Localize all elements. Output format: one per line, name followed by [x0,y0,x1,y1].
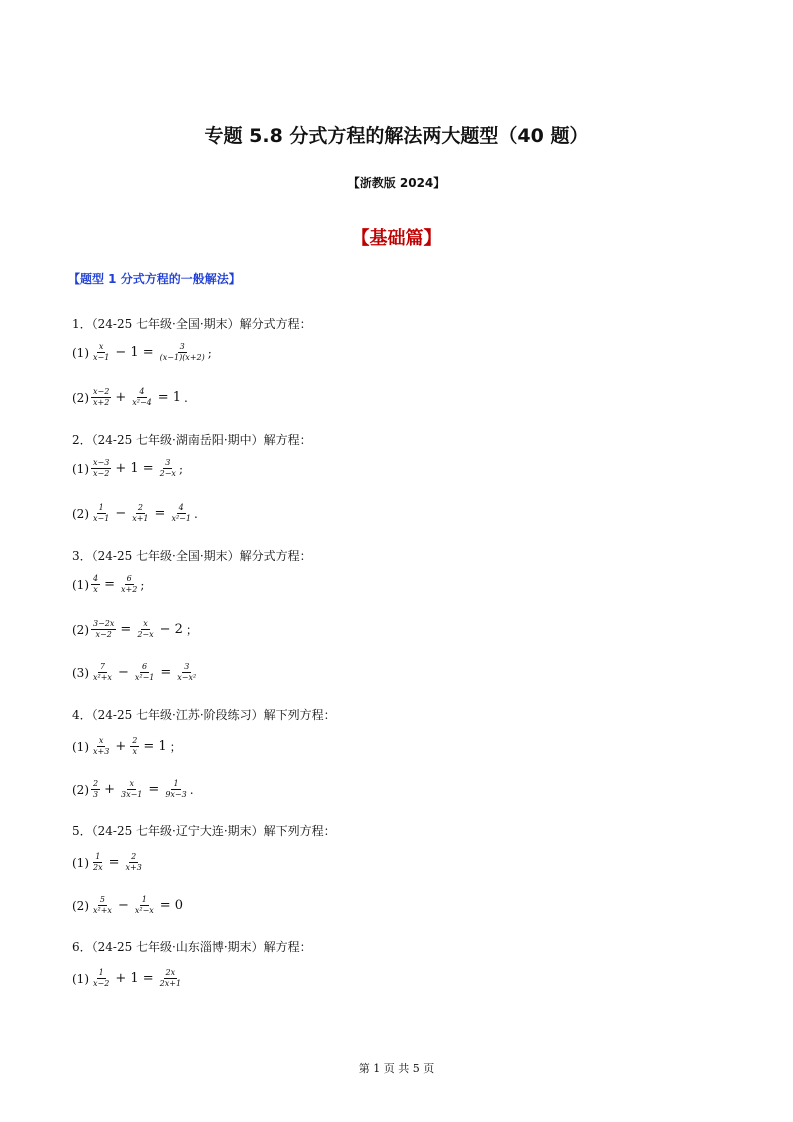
denominator: x−1 [93,514,110,523]
fraction [91,779,100,800]
fraction [119,779,144,800]
denominator: 9x−3 [165,790,187,799]
numerator: 4 [93,574,99,583]
operator: + [115,739,127,754]
denominator: x+1 [132,514,149,523]
equation [72,968,184,989]
numerator: 3−2x [93,619,115,628]
part-label: (2) [72,390,89,405]
denominator: x−2 [93,979,110,988]
numerator: 1 [95,852,101,861]
fraction [91,387,111,408]
denominator: x+2 [93,398,110,407]
numerator: 4 [139,387,145,396]
part-label: (1) [72,345,89,360]
part-label: (2) [72,782,89,797]
denominator: x²+x [93,673,112,682]
operator: + [115,390,127,405]
operator: − 1 = [115,345,154,360]
numerator: 6 [142,662,148,671]
fraction [91,503,111,524]
section-heading: 【基础篇】 [351,228,442,249]
part-label: (3) [72,665,89,680]
punctuation: . [184,390,188,405]
part-label: (1) [72,577,89,592]
type-heading: 【题型 1 分式方程的一般解法】 [68,272,241,286]
equation [72,852,145,873]
numerator: 1 [98,968,104,977]
part-label: (2) [72,622,89,637]
denominator: x²+x [93,906,112,915]
denominator: x [132,747,138,756]
equation [72,342,212,363]
question-prompt: 2．（24-25 七年级·湖南岳阳·期中）解方程： [72,433,312,447]
denominator: x−x² [177,673,197,682]
numerator: x−3 [93,458,110,467]
equation [72,662,199,683]
numerator: 6 [126,574,132,583]
operator: = 0 [159,898,184,913]
part-label: (2) [72,898,89,913]
denominator: x−2 [95,630,112,639]
fraction [91,968,111,989]
denominator: 2−x [159,469,176,478]
denominator: 2−x [137,630,154,639]
denominator: x [93,585,98,594]
fraction [135,619,155,640]
punctuation: ; [178,461,183,476]
operator: + 1 = [115,971,154,986]
denominator: x²−4 [132,398,152,407]
fraction [91,852,105,873]
part-label: (1) [72,461,89,476]
numerator: 2 [93,779,99,788]
denominator: 2x [93,863,103,872]
numerator: 2 [137,503,143,512]
operator: = 1 [143,739,167,754]
fraction [130,736,139,757]
fraction [91,342,111,363]
denominator: 3 [93,790,99,799]
punctuation: ; [207,345,212,360]
numerator: 3 [165,458,171,467]
numerator: 2 [132,736,138,745]
operator: − [115,506,127,521]
fraction [91,662,114,683]
fraction [158,968,183,989]
denominator: x+2 [121,585,138,594]
fraction [119,574,139,595]
equation [72,779,194,800]
operator: = 1 [157,390,182,405]
numerator: 4 [178,503,184,512]
equation [72,503,198,524]
numerator: 1 [98,503,104,512]
punctuation: ; [140,577,145,592]
equation [72,458,183,479]
equation [72,736,182,757]
numerator: x [98,342,104,351]
operator: = [148,782,160,797]
fraction [163,779,188,800]
operator: + [104,782,115,797]
fraction [158,458,178,479]
question-prompt: 1．（24-25 七年级·全国·期末）解分式方程： [72,317,312,331]
denominator: x+3 [93,747,110,756]
numerator: x [129,779,134,788]
numerator: x [143,619,148,628]
question-prompt: 3．（24-25 七年级·全国·期末）解分式方程： [72,549,312,563]
operator: = [160,665,172,680]
punctuation: ； [185,623,198,637]
fraction [133,895,156,916]
equation [72,619,198,640]
numerator: 3 [179,342,185,351]
question-prompt: 5．（24-25 七年级·辽宁大连·期末）解下列方程： [72,824,336,838]
equation [72,387,188,408]
equation [72,895,186,916]
fraction [158,342,207,363]
question-prompt: 6．（24-25 七年级·山东淄博·期末）解方程： [72,940,312,954]
operator: − [117,665,129,680]
numerator: 7 [99,662,106,671]
numerator: x [98,736,104,745]
operator: = [120,622,132,637]
equation [72,574,144,595]
part-label: (1) [72,855,89,870]
punctuation: . [189,782,194,797]
operator: = [104,577,115,592]
denominator: x−2 [93,469,110,478]
numerator: 1 [173,779,179,788]
edition-label: 【浙教版 2024】 [347,176,446,190]
operator: − 2 [159,622,183,637]
operator: = [154,506,166,521]
denominator: x²−1 [134,673,155,682]
fraction [169,503,193,524]
numerator: 1 [141,895,147,904]
denominator: 2x+1 [159,979,182,988]
denominator: x−1 [93,353,110,362]
numerator: 2 [131,852,137,861]
page-title: 专题 5.8 分式方程的解法两大题型（40 题） [204,125,589,147]
denominator: x²−1 [171,514,191,523]
denominator: (x−1)(x+2) [159,353,205,362]
question-prompt: 4．（24-25 七年级·江苏·阶段练习）解下列方程： [72,708,336,722]
fraction [175,662,198,683]
fraction [91,736,111,757]
fraction [133,662,157,683]
punctuation: ； [169,740,182,754]
punctuation: . [193,506,198,521]
fraction [130,503,150,524]
fraction [91,895,114,916]
fraction [124,852,144,873]
numerator: 3 [184,662,190,671]
page-footer: 第 1 页 共 5 页 [358,1062,435,1075]
fraction [91,574,100,595]
fraction [130,387,154,408]
numerator: 5 [99,895,106,904]
part-label: (2) [72,506,89,521]
denominator: 3x−1 [121,790,143,799]
fraction [91,619,116,640]
operator: + 1 = [115,461,154,476]
operator: − [117,898,129,913]
fraction [91,458,111,479]
operator: = [108,855,120,870]
part-label: (1) [72,739,89,754]
numerator: x−2 [93,387,110,396]
denominator: x²−x [134,906,154,915]
part-label: (1) [72,971,89,986]
numerator: 2x [165,968,176,977]
denominator: x+3 [125,863,142,872]
